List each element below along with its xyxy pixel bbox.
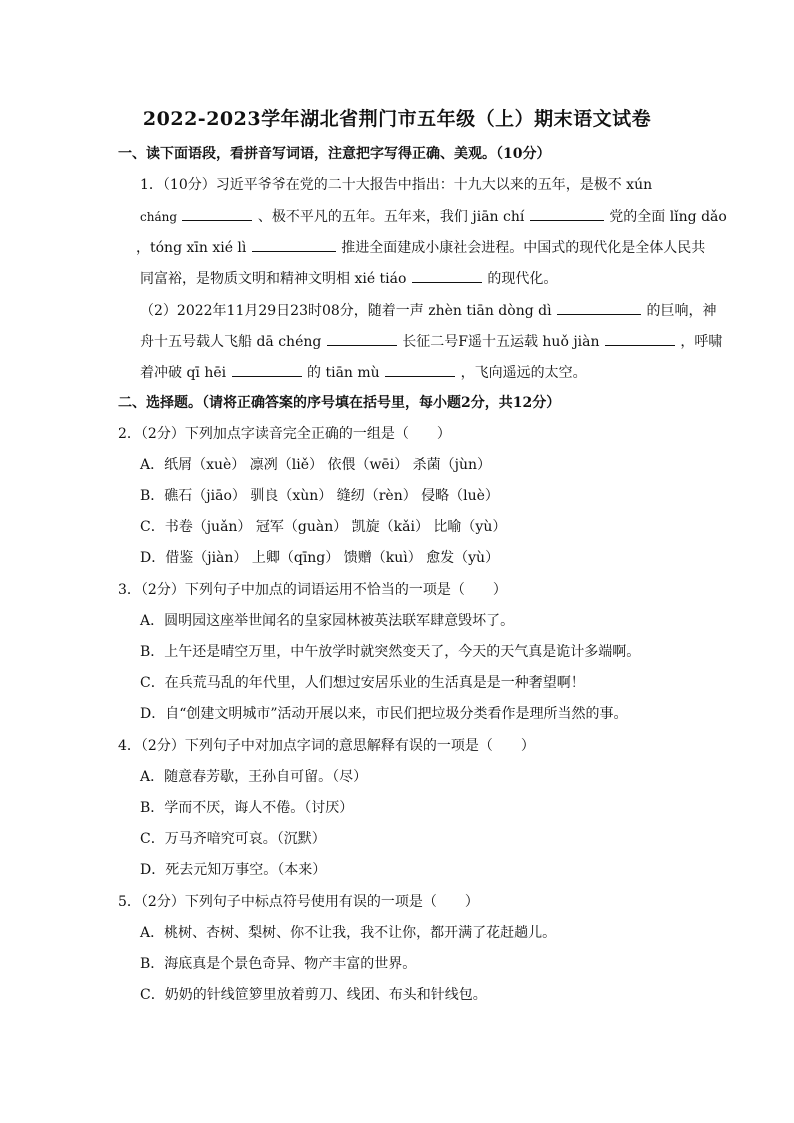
section-2-heading: 二、选择题。（请将正确答案的序号填在括号里，每小题2分，共12分） [118,395,561,411]
q2-option-a: A．纸屑（xuè） 凛冽（liě） 依偎（wēi） 杀菌（jùn） [140,457,492,473]
page-title: 2022-2023学年湖北省荆门市五年级（上）期末语文试卷 [142,108,652,130]
answer-blank[interactable] [232,362,302,377]
q3-stem: 3．（2分）下列句子中加点的词语运用不恰当的一项是（ ） [118,582,507,598]
q2-option-d: D．借鉴（jiàn） 上卿（qīng） 馈赠（kuì） 愈发（yù） [140,550,500,566]
q1-text: 长征二号F遥十五运载 huǒ jiàn [402,334,600,350]
q5-stem: 5．（2分）下列句子中标点符号使用有误的一项是（ ） [118,894,479,910]
q4-option-a: A．随意春芳歇，王孙自可留。（尽） [140,769,368,785]
q1-text: ，呼啸 [680,334,723,350]
answer-blank[interactable] [327,331,397,346]
q1-text: ，tóng xīn xié lì [136,240,247,256]
q4-option-b: B．学而不厌，诲人不倦。（讨厌） [140,800,354,816]
q5-option-a: A．桃树、杏树、梨树、你不让我，我不让你，都开满了花赶趟儿。 [140,925,557,941]
q3-option-d: D．自“创建文明城市”活动开展以来，市民们把垃圾分类看作是理所当然的事。 [140,706,628,722]
q1-text: 、极不平凡的五年。五年来，我们 jiān chí [257,209,525,225]
q5-option-c: C．奶奶的针线笸箩里放着剪刀、线团、布头和针线包。 [140,987,487,1003]
q1-text: 舟十五号载人飞船 dā chéng [140,334,322,350]
q2-option-b: B．礁石（jiāo） 驯良（xùn） 缝纫（rèn） 侵略（luè） [140,488,499,504]
q1-text: 党的全面 lǐng dǎo [609,209,727,225]
q1-text: 同富裕，是物质文明和精神文明相 xié tiáo [140,271,407,287]
answer-blank[interactable] [605,331,675,346]
q1-text: （2）2022年11月29日23时08分，随着一声 zhèn tiān dòng dì [140,303,552,319]
q1-text: 推进全面建成小康社会进程。中国式的现代化是全体人民共 [341,240,706,256]
q2-option-c: C．书卷（juǎn） 冠军（guàn） 凯旋（kǎi） 比喻（yù） [140,519,507,535]
q1-text: 的巨响，神 [646,303,717,319]
q1-text: 1．（10分）习近平爷爷在党的二十大报告中指出：十九大以来的五年，是极不 xún [140,177,653,193]
answer-blank[interactable] [530,206,604,221]
answer-blank[interactable] [412,268,482,283]
answer-blank[interactable] [252,237,336,252]
q3-option-a: A．圆明园这座举世闻名的皇家园林被英法联军肆意毁坏了。 [140,613,515,629]
q1-line-2 [140,206,727,227]
q1-line-7 [140,362,587,383]
q3-option-b: B．上午还是晴空万里，中午放学时就突然变天了，今天的天气真是诡计多端啊。 [140,644,641,660]
q5-option-b: B．海底真是个景色奇异、物产丰富的世界。 [140,956,417,972]
pinyin-text: cháng [140,210,178,224]
q1-text: 的 tiān mù [307,365,380,381]
q1-line-3 [136,237,705,258]
q4-option-d: D．死去元知万事空。（本来） [140,862,327,878]
q1-line-5 [140,300,716,321]
q1-text: 着冲破 qī hēi [140,365,227,381]
q1-line-4 [140,268,557,289]
q4-option-c: C．万马齐喑究可哀。（沉默） [140,831,326,847]
answer-blank[interactable] [385,362,455,377]
q1-text: 的现代化。 [487,271,558,287]
q3-option-c: C．在兵荒马乱的年代里，人们想过安居乐业的生活真是是一种奢望啊！ [140,675,585,691]
section-1-heading: 一、读下面语段，看拼音写词语，注意把字写得正确、美观。（10分） [118,146,551,162]
answer-blank[interactable] [557,300,641,315]
q1-line-1 [140,175,652,195]
q4-stem: 4．（2分）下列句子中对加点字词的意思解释有误的一项是（ ） [118,738,535,754]
q2-stem: 2．（2分）下列加点字读音完全正确的一组是（ ） [118,426,451,442]
answer-blank[interactable] [182,206,252,221]
q1-text: ，飞向遥远的太空。 [460,365,587,381]
q1-line-6 [140,331,722,352]
